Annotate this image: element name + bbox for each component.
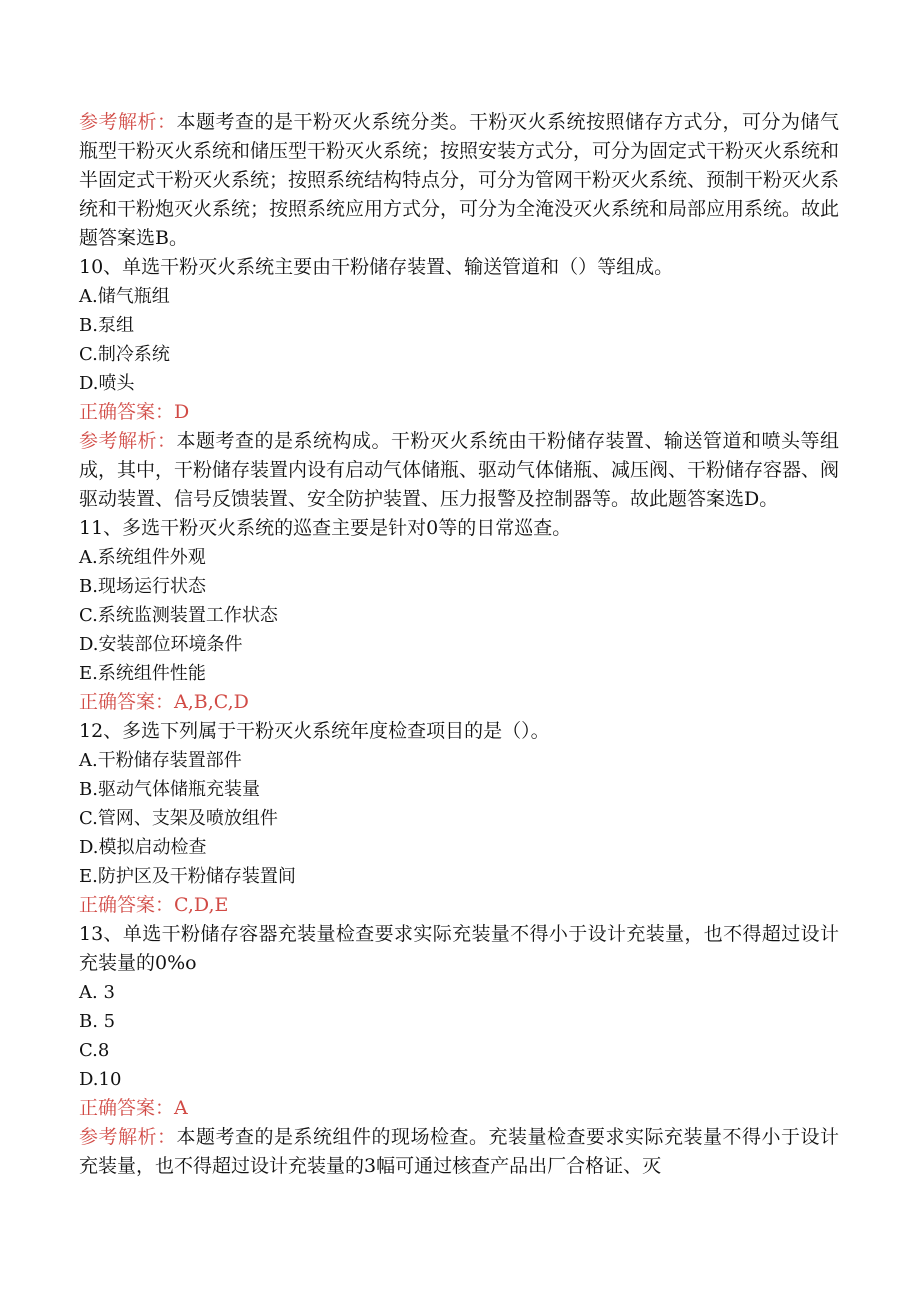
analysis-label: 参考解析： xyxy=(79,430,177,452)
option-d: D.安装部位环境条件 xyxy=(79,634,243,655)
analysis-paragraph xyxy=(79,427,839,514)
analysis-paragraph xyxy=(79,1123,839,1181)
answer-line xyxy=(79,891,839,920)
question-11: 11、多选干粉灭火系统的巡查主要是针对0等的日常巡查。 xyxy=(79,517,572,539)
answer-value: C,D,E xyxy=(174,894,229,916)
option-b: B. 5 xyxy=(79,1011,116,1032)
answer-value: A,B,C,D xyxy=(174,691,249,713)
analysis-text: 本题考查的是干粉灭火系统分类。干粉灭火系统按照储存方式分，可分为储气瓶型干粉灭火系统和储压型干粉灭火系统；按照安装方式分，可分为固定式干粉灭火系统和半固定式干粉灭火系统；按照系统结构特点分，可分为管网干粉灭火系统、预制干粉灭火系统和干粉炮灭火系统；按照系统应用方式分，可分为全淹没灭火系统和局部应用系统。故此题答案选B。 xyxy=(79,111,840,249)
option-c: C.系统监测装置工作状态 xyxy=(79,605,278,626)
analysis-text: 本题考查的是系统构成。干粉灭火系统由干粉储存装置、输送管道和喷头等组成，其中，干粉储存装置内设有启动气体储瓶、驱动气体储瓶、减压阀、干粉储存容器、阀驱动装置、信号反馈装置、安全防护装置、压力报警及控制器等。故此题答案选D。 xyxy=(79,430,840,510)
option-a: A.储气瓶组 xyxy=(79,286,170,307)
option-d: D.喷头 xyxy=(79,373,135,394)
answer-line xyxy=(79,688,839,717)
answer-label: 正确答案： xyxy=(79,1097,175,1119)
option-c: C.8 xyxy=(79,1040,110,1061)
option-b: B.驱动气体储瓶充装量 xyxy=(79,779,260,800)
option-a: A.干粉储存装置部件 xyxy=(79,750,242,771)
question-10: 10、单选干粉灭火系统主要由干粉储存装置、输送管道和（）等组成。 xyxy=(79,256,674,278)
analysis-label: 参考解析： xyxy=(79,111,177,133)
option-e: E.防护区及干粉储存装置间 xyxy=(79,866,296,887)
answer-line xyxy=(79,398,839,427)
answer-label: 正确答案： xyxy=(79,691,175,713)
option-b: B.现场运行状态 xyxy=(79,576,206,597)
option-c: C.制冷系统 xyxy=(79,344,170,365)
option-a: A.系统组件外观 xyxy=(79,547,206,568)
option-a: A. 3 xyxy=(79,982,115,1003)
answer-value: D xyxy=(174,401,190,423)
option-d: D.模拟启动检查 xyxy=(79,837,207,858)
option-c: C.管网、支架及喷放组件 xyxy=(79,808,278,829)
answer-label: 正确答案： xyxy=(79,401,175,423)
question-12: 12、多选下列属于干粉灭火系统年度检查项目的是（）。 xyxy=(79,720,550,742)
option-d: D.10 xyxy=(79,1069,122,1090)
option-b: B.泵组 xyxy=(79,315,134,336)
answer-value: A xyxy=(174,1097,188,1119)
analysis-paragraph xyxy=(79,108,839,253)
answer-line xyxy=(79,1094,839,1123)
option-e: E.系统组件性能 xyxy=(79,663,206,684)
analysis-text: 本题考查的是系统组件的现场检查。充装量检查要求实际充装量不得小于设计充装量，也不得超过设计充装量的3幅可通过核查产品出厂合格证、灭 xyxy=(79,1126,839,1177)
answer-label: 正确答案： xyxy=(79,894,175,916)
question-13: 13、单选干粉储存容器充装量检查要求实际充装量不得小于设计充装量，也不得超过设计充装量的0%o xyxy=(79,923,839,974)
document-page xyxy=(79,108,839,1181)
analysis-label: 参考解析： xyxy=(79,1126,177,1148)
